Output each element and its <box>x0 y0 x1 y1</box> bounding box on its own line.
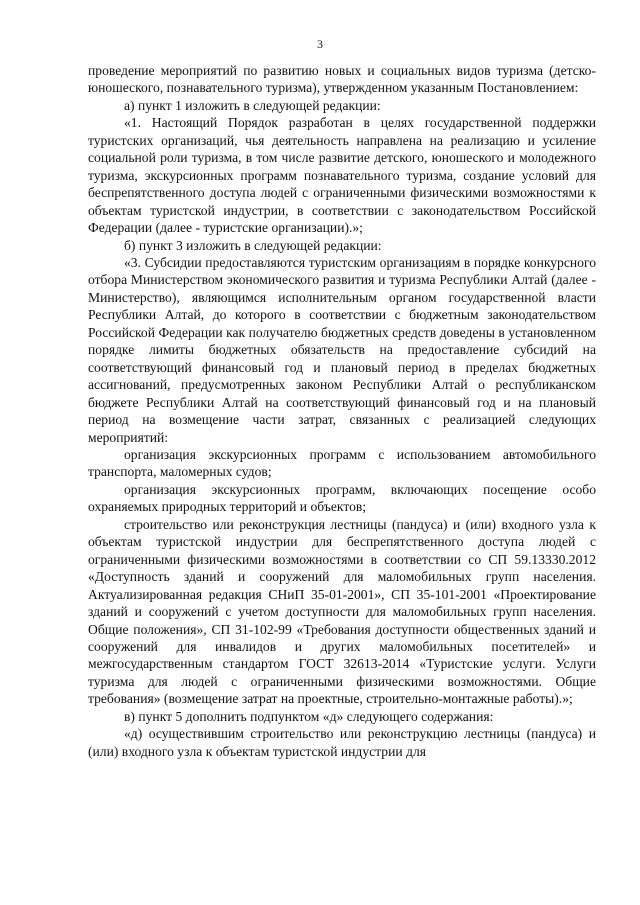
paragraph-subclause-d: «д) осуществившим строительство или реконструкцию лестницы (пандуса) и (или) входного узла к объектам туристской индустрии для <box>88 726 596 759</box>
paragraph-item-v: в) пункт 5 дополнить подпунктом «д» следующего содержания: <box>124 708 494 724</box>
page-number: 3 <box>317 37 323 51</box>
paragraph-intro: проведение мероприятий по развитию новых и социальных видов туризма (детско-юношеского, познавательного туризма), утвержденном указанным Постановлением: <box>88 63 596 96</box>
paragraph-item-b: б) пункт 3 изложить в следующей редакции: <box>124 237 382 253</box>
paragraph-clause-1: «1. Настоящий Порядок разработан в целях государственной поддержки туристских организаций, чья деятельность направлена на реализацию и усиление социальной роли туризма, в том числе развитие детского, юношеского и молодежного туризма, экскурсионных программ познавательного туризма, создание условий для беспрепятственного доступа людей с ограниченными физическими возможностями к объектам туристской индустрии, в соответствии с законодательством Российской Федерации (далее - туристские организации).»; <box>88 115 596 236</box>
paragraph-clause-3: «3. Субсидии предоставляются туристским организациям в порядке конкурсного отбора Министерством экономического развития и туризма Республики Алтай (далее - Министерство), являющимся исполнительным органом государственной власти Республики Алтай, до которого в соответствии с бюджетным законодательством Российской Федерации как получателю бюджетных средств доведены в установленном порядке лимиты бюджетных обязательств на предоставление субсидий на соответствующий финансовый год и плановый период в пределах бюджетных ассигнований, предусмотренных законом Республики Алтай о республиканском бюджете Республики Алтай на соответствующий финансовый год и на плановый период на возмещение части затрат, связанных с реализацией следующих мероприятий: <box>88 254 596 445</box>
paragraph-activity-transport: организация экскурсионных программ с использованием автомобильного транспорта, маломерных судов; <box>88 446 596 480</box>
paragraph-activity-protected-areas: организация экскурсионных программ, включающих посещение особо охраняемых природных территорий и объектов; <box>88 481 596 515</box>
document-body <box>88 62 596 760</box>
paragraph-activity-construction: строительство или реконструкция лестницы (пандуса) и (или) входного узла к объектам туристской индустрии для беспрепятственного доступа людей с ограниченными физическими возможностями в соответствии со СП 59.13330.2012 «Доступность зданий и сооружений для маломобильных групп населения. Актуализированная редакция СНиП 35-01-2001», СП 35-101-2001 «Проектирование зданий и сооружений с учетом доступности для маломобильных групп населения. Общие положения», СП 31-102-99 «Требования доступности общественных зданий и сооружений для инвалидов и других маломобильных посетителей» и межгосударственным стандартом ГОСТ 32613-2014 «Туристские услуги. Услуги туризма для людей с ограниченными физическими возможностями. Общие требования» (возмещение затрат на проектные, строительно-монтажные работы).»; <box>88 516 596 707</box>
paragraph-item-a: а) пункт 1 изложить в следующей редакции: <box>124 97 381 113</box>
